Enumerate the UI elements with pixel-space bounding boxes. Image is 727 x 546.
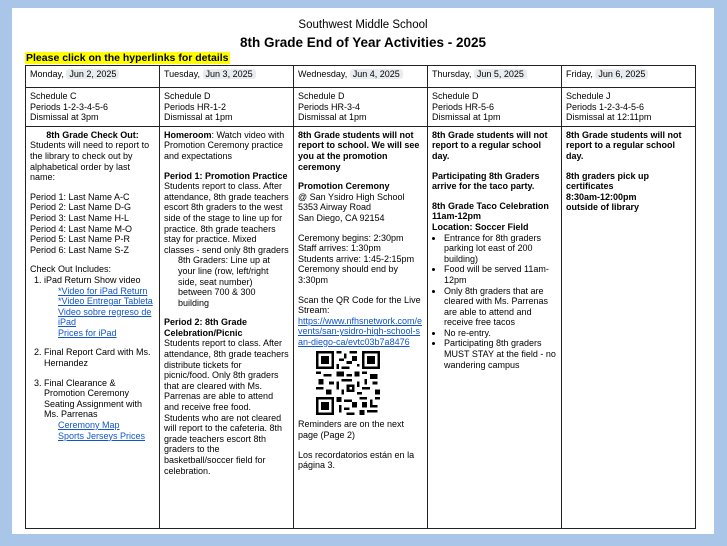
activities-row xyxy=(26,126,696,528)
day-header-row xyxy=(26,66,696,88)
dismissal-time: Dismissal at 1pm xyxy=(164,112,233,123)
ceremony-street: 5353 Airway Road xyxy=(298,202,372,213)
homeroom-text xyxy=(164,130,289,162)
schedule-name: Schedule C xyxy=(30,91,77,101)
activities-table xyxy=(25,65,696,529)
qr-code-icon xyxy=(316,351,380,415)
reminder-text-spanish: Los recordatorios están en la página 3. xyxy=(298,449,415,471)
checkout-period: Period 6: Last Name S-Z xyxy=(30,244,130,255)
period2-text: Students report to class. After attendance, 8th grade teachers distribute tickets for picnic/food. Only 8th graders that are cleared with Ms. Parrenas are able to attend and receive free food. Students who are not cleared will report to the cafeteria. 8th grade teachers escort 8th graders to the basketball/soccer field for celebration. xyxy=(164,338,289,476)
certificate-pickup: 8th graders pick up certificates xyxy=(566,170,650,192)
activities-monday xyxy=(26,126,160,528)
ipad-return-video-link[interactable]: *Video for iPad Return xyxy=(58,285,148,296)
ceremony-map-link[interactable]: Ceremony Map xyxy=(58,420,120,431)
period1-heading: Period 1: Promotion Practice xyxy=(164,170,288,181)
schedule-periods: Periods 1-2-3-4-5-6 xyxy=(566,101,645,112)
regreso-ipad-video-link[interactable]: Video sobre regreso de iPad xyxy=(58,306,152,328)
schedule-periods: Periods HR-5-6 xyxy=(432,101,495,112)
day-cell-wednesday xyxy=(294,66,428,88)
certificate-pickup-place: outside of library xyxy=(566,202,640,213)
dismissal-time: Dismissal at 1pm xyxy=(298,112,367,123)
day-cell-tuesday xyxy=(160,66,294,88)
schedule-name: Schedule D xyxy=(432,91,479,101)
checkout-period: Period 4: Last Name M-O xyxy=(30,223,133,234)
dismissal-time: Dismissal at 1pm xyxy=(432,112,501,123)
staff-arrive-time: Staff arrives: 1:30pm xyxy=(298,243,381,254)
activities-wednesday xyxy=(294,126,428,528)
date-chip[interactable]: Jun 4, 2025 xyxy=(350,69,403,79)
taco-celebration-location: Location: Soccer Field xyxy=(432,221,529,232)
taco-party-arrival: Participating 8th Graders arrive for the taco party. xyxy=(432,170,540,192)
taco-celebration-list xyxy=(432,233,557,371)
list-item: • Entrance for 8th graders parking lot east of 200 building) xyxy=(444,233,557,265)
period1-text: Students report to class. After attendance, 8th grade teachers escort 8th graders to the west side of the stage to line up for practice. 8th grade teachers stay for practice. Mixed classes - send only 8th graders xyxy=(164,181,289,255)
homeroom-label: Homeroom xyxy=(164,129,212,140)
checkout-item xyxy=(44,378,155,442)
schedule-row xyxy=(26,88,696,127)
list-item: • Only 8th graders that are cleared with Ms. Parrenas are able to attend and receive free tacos xyxy=(444,286,557,328)
activities-friday xyxy=(562,126,696,528)
date-chip[interactable]: Jun 2, 2025 xyxy=(66,69,119,79)
thursday-notice: 8th Grade students will not report to a regular school day. xyxy=(432,129,548,161)
day-cell-friday xyxy=(562,66,696,88)
schedule-cell-friday xyxy=(562,88,696,127)
checkout-item-text: Final Clearance & Promotion Ceremony Seating Assignment with Ms. Parrenas xyxy=(44,377,143,420)
day-label: Wednesday, xyxy=(298,69,348,79)
page-title: 8th Grade End of Year Activities - 2025 xyxy=(239,35,487,50)
checkout-item-text: iPad Return Show video xyxy=(44,274,141,285)
ceremony-heading: Promotion Ceremony xyxy=(298,181,390,192)
wednesday-notice: 8th Grade students will not report to school. We will see you at the promotion ceremony xyxy=(298,129,420,172)
list-item: • Food will be served 11am-12pm xyxy=(444,264,557,285)
activities-tuesday xyxy=(160,126,294,528)
checkout-period: Period 5: Last Name P-R xyxy=(30,234,131,245)
hyperlink-note: Please click on the hyperlinks for details xyxy=(26,52,229,64)
schedule-name: Schedule J xyxy=(566,91,611,101)
livestream-link[interactable]: https://www.nfhsnetwork.com/events/san-ysidro-high-school-san-diego-ca/evtc03b7a8476 xyxy=(298,315,423,347)
livestream-instructions: Scan the QR Code for the Live Stream: xyxy=(298,294,421,316)
reminder-text: Reminders are on the next page (Page 2) xyxy=(298,419,405,441)
ceremony-begin-time: Ceremony begins: 2:30pm xyxy=(298,232,404,243)
checkout-period: Period 1: Last Name A-C xyxy=(30,191,130,202)
day-cell-thursday xyxy=(428,66,562,88)
dismissal-time: Dismissal at 3pm xyxy=(30,112,99,123)
day-cell-monday xyxy=(26,66,160,88)
checkout-period: Period 2: Last Name D-G xyxy=(30,202,132,213)
day-label: Friday, xyxy=(566,69,593,79)
friday-notice: 8th Grade students will not report to a regular school day. xyxy=(566,129,682,161)
checkout-item-text: Final Report Card with Ms. Hernandez xyxy=(44,347,151,369)
sports-jerseys-prices-link[interactable]: Sports Jerseys Prices xyxy=(58,430,146,441)
day-label: Tuesday, xyxy=(164,69,201,79)
checkout-item xyxy=(44,275,155,348)
period2-heading: Period 2: 8th Grade Celebration/Picnic xyxy=(164,317,248,338)
schedule-periods: Periods 1-2-3-4-5-6 xyxy=(30,101,109,112)
schedule-name: Schedule D xyxy=(298,91,345,101)
schedule-cell-monday xyxy=(26,88,160,127)
list-item: • Participating 8th graders MUST STAY at the field - no wandering campus xyxy=(444,338,557,370)
checkout-intro: Students will need to report to the library to check out by alphabetical order by last name: xyxy=(30,140,150,183)
schedule-cell-wednesday xyxy=(294,88,428,127)
ipad-prices-link[interactable]: Prices for iPad xyxy=(58,327,117,338)
dismissal-time: Dismissal at 12:11pm xyxy=(566,112,652,123)
school-name: Southwest Middle School xyxy=(298,19,428,31)
checkout-includes-label: Check Out Includes: xyxy=(30,264,112,275)
ceremony-venue: @ San Ysidro High School xyxy=(298,191,405,202)
schedule-cell-tuesday xyxy=(160,88,294,127)
certificate-pickup-time: 8:30am-12:00pm xyxy=(566,191,637,202)
list-item: • No re-entry. xyxy=(444,328,557,339)
ceremony-end-time: Ceremony should end by 3:30pm xyxy=(298,264,399,285)
schedule-cell-thursday xyxy=(428,88,562,127)
date-chip[interactable]: Jun 3, 2025 xyxy=(203,69,256,79)
entregar-tableta-video-link[interactable]: *Video Entregar Tableta xyxy=(58,296,153,307)
homeroom-description: : Watch video with Promotion Ceremony practice and expectations xyxy=(164,129,285,161)
checkout-heading: 8th Grade Check Out: xyxy=(46,129,139,140)
checkout-period: Period 3: Last Name H-L xyxy=(30,212,130,223)
checkout-item xyxy=(44,347,155,377)
day-label: Thursday, xyxy=(432,69,472,79)
ceremony-city: San Diego, CA 92154 xyxy=(298,212,385,223)
checkout-list xyxy=(30,275,155,441)
period1-lineup-text: 8th Graders: Line up at your line (row, left/right side, seat number) between 700 & 300 building xyxy=(178,255,271,308)
student-arrive-time: Students arrive: 1:45-2:15pm xyxy=(298,253,415,264)
schedule-periods: Periods HR-3-4 xyxy=(298,101,361,112)
day-label: Monday, xyxy=(30,69,64,79)
date-chip[interactable]: Jun 6, 2025 xyxy=(595,69,648,79)
activities-thursday xyxy=(428,126,562,528)
schedule-periods: Periods HR-1-2 xyxy=(164,101,227,112)
date-chip[interactable]: Jun 5, 2025 xyxy=(474,69,527,79)
document-page xyxy=(12,8,714,534)
schedule-name: Schedule D xyxy=(164,91,211,101)
taco-celebration-heading: 8th Grade Taco Celebration 11am-12pm xyxy=(432,200,549,222)
